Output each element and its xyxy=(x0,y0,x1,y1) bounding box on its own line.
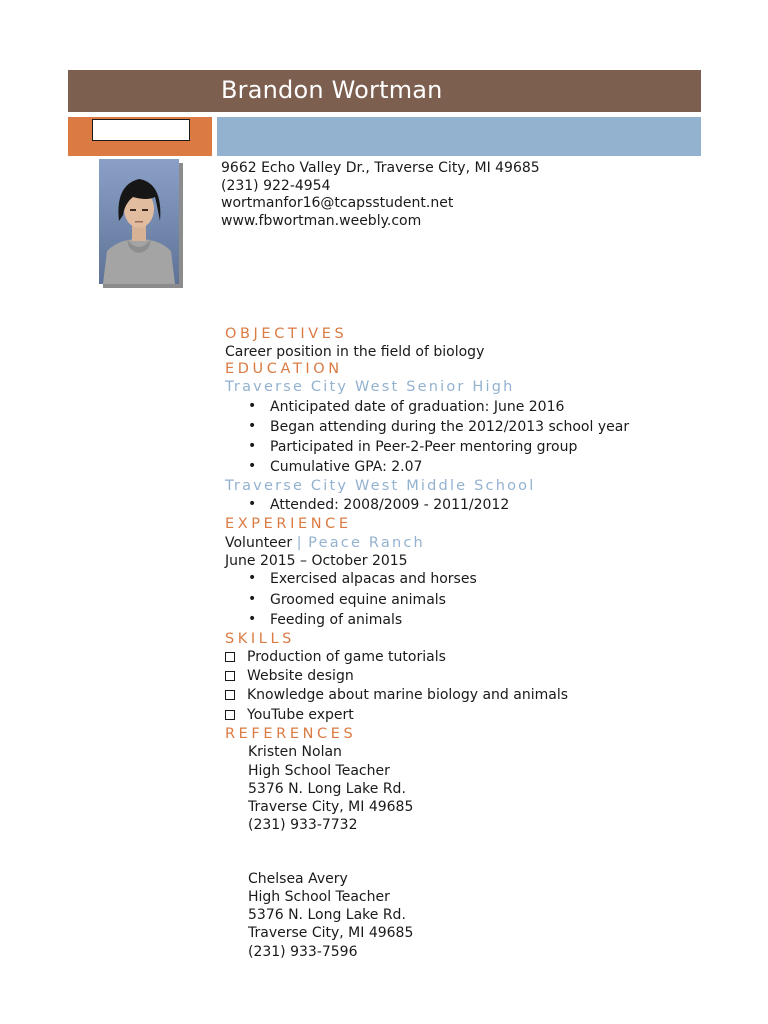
objective-text: Career position in the field of biology xyxy=(225,344,485,360)
reference-city: Traverse City, MI 49685 xyxy=(248,925,414,941)
role-separator: | xyxy=(296,535,304,551)
school-name: Traverse City West Middle School xyxy=(225,478,536,494)
reference-street: 5376 N. Long Lake Rd. xyxy=(248,781,406,797)
experience-role-line xyxy=(225,535,425,551)
references-heading: REFERENCES xyxy=(225,726,357,742)
list-item: • Exercised alpacas and horses xyxy=(248,570,477,587)
bullet-icon: • xyxy=(248,591,257,607)
portrait-illustration xyxy=(99,159,179,284)
profile-photo xyxy=(99,159,179,284)
list-item: Production of game tutorials xyxy=(247,649,446,665)
list-item: Website design xyxy=(247,668,354,684)
list-item: • Anticipated date of graduation: June 2016 xyxy=(248,398,565,415)
email-link[interactable]: wortmanfor16@tcapsstudent.net xyxy=(221,195,454,211)
education-heading: EDUCATION xyxy=(225,361,343,377)
list-item: • Groomed equine animals xyxy=(248,591,446,608)
bullet-icon: • xyxy=(248,438,257,454)
bullet-icon: • xyxy=(248,611,257,627)
list-item: • Participated in Peer-2-Peer mentoring group xyxy=(248,438,578,455)
phone-text: (231) 922-4954 xyxy=(221,177,331,194)
list-item: • Attended: 2008/2009 - 2011/2012 xyxy=(248,496,510,513)
reference-city: Traverse City, MI 49685 xyxy=(248,799,414,815)
list-item: • Cumulative GPA: 2.07 xyxy=(248,458,423,475)
bullet-icon: • xyxy=(248,570,257,586)
skills-heading: SKILLS xyxy=(225,631,295,647)
address-text: 9662 Echo Valley Dr., Traverse City, MI 49685 xyxy=(221,160,540,176)
list-item: • Feeding of animals xyxy=(248,611,403,628)
checkbox-icon xyxy=(225,671,235,681)
reference-street: 5376 N. Long Lake Rd. xyxy=(248,907,406,923)
reference-phone: (231) 933-7732 xyxy=(248,817,358,833)
list-item: Knowledge about marine biology and animals xyxy=(247,687,568,703)
contact-block xyxy=(221,160,540,230)
objectives-heading: OBJECTIVES xyxy=(225,326,348,342)
bullet-icon: • xyxy=(248,418,257,434)
website-link[interactable]: www.fbwortman.weebly.com xyxy=(221,212,422,229)
experience-dates: June 2015 – October 2015 xyxy=(225,553,408,569)
reference-title: High School Teacher xyxy=(248,889,390,905)
school-name: Traverse City West Senior High xyxy=(225,379,515,395)
candidate-name: Brandon Wortman xyxy=(221,76,443,104)
blue-accent-bar xyxy=(217,117,701,156)
bullet-icon: • xyxy=(248,458,257,474)
reference-title: High School Teacher xyxy=(248,763,390,779)
reference-name: Chelsea Avery xyxy=(248,871,348,887)
reference-name: Kristen Nolan xyxy=(248,744,342,760)
list-item: YouTube expert xyxy=(247,707,354,723)
reference-phone: (231) 933-7596 xyxy=(248,944,358,960)
empty-label-box xyxy=(92,119,190,141)
organization-name: Peace Ranch xyxy=(308,535,425,551)
experience-heading: EXPERIENCE xyxy=(225,516,352,532)
role-text: Volunteer xyxy=(225,535,293,551)
list-item: • Began attending during the 2012/2013 school year xyxy=(248,418,630,435)
checkbox-icon xyxy=(225,690,235,700)
checkbox-icon xyxy=(225,710,235,720)
bullet-icon: • xyxy=(248,496,257,512)
checkbox-icon xyxy=(225,652,235,662)
bullet-icon: • xyxy=(248,398,257,414)
